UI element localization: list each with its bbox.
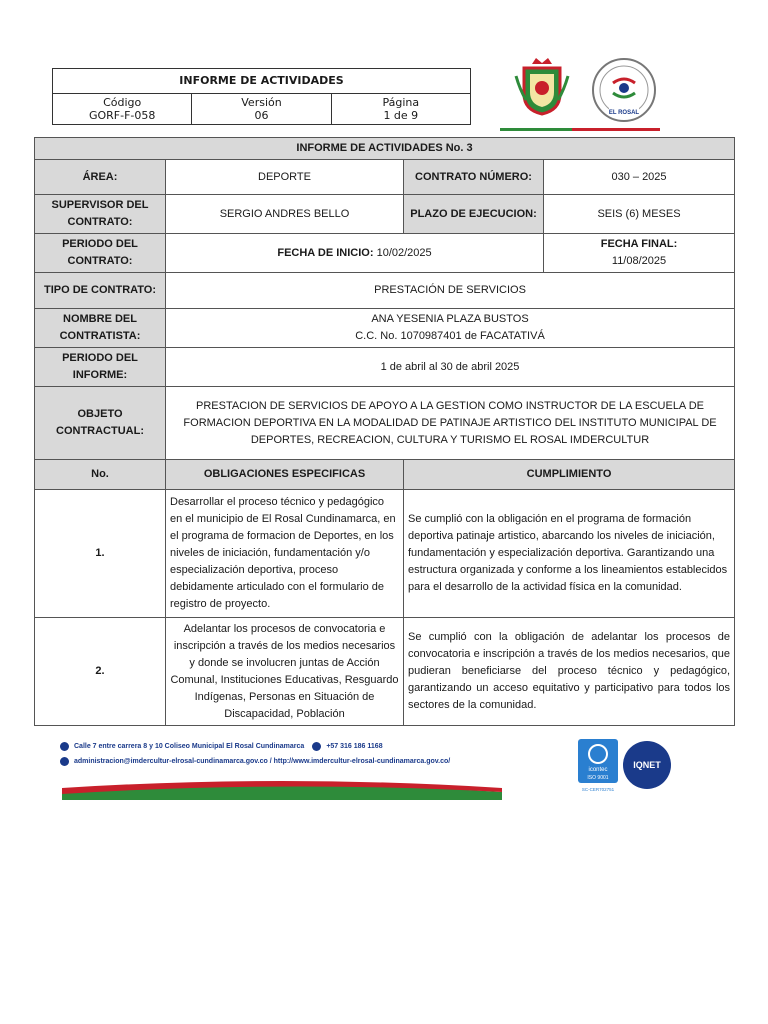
phone-icon: [312, 742, 321, 751]
obligacion-text: Adelantar los procesos de convocatoria e inscripción a través de los medios necesarios y donde se involucren juntas de Acción Comunal, Instituciones Educativas, Resguardo Indígenas, Personas en Situación de Discapacidad, Población: [166, 618, 404, 726]
area-value: DEPORTE: [166, 160, 404, 195]
report-title: INFORME DE ACTIVIDADES No. 3: [35, 138, 735, 160]
seal-text: EL ROSAL: [608, 110, 640, 116]
row-number: 2.: [35, 618, 166, 726]
nombre-contratista-label: NOMBRE DEL CONTRATISTA:: [35, 309, 166, 348]
cert1-name: icontec: [588, 767, 608, 773]
plazo-value: SEIS (6) MESES: [544, 195, 735, 234]
codigo-label: Código: [103, 96, 142, 109]
version-value: 06: [254, 109, 269, 122]
codigo-cell: [53, 94, 192, 125]
footer-address: Calle 7 entre carrera 8 y 10 Coliseo Municipal El Rosal Cundinamarca: [74, 743, 305, 750]
form-header-title: INFORME DE ACTIVIDADES: [53, 69, 470, 94]
codigo-value: GORF-F-058: [88, 109, 156, 122]
supervisor-label: SUPERVISOR DEL CONTRATO:: [35, 195, 166, 234]
fecha-final-label: FECHA FINAL:: [600, 238, 678, 250]
cert2-name: IQNET: [633, 760, 661, 770]
fecha-final-cell: [544, 234, 735, 273]
nombre-contratista-value: ANA YESENIA PLAZA BUSTOS: [371, 313, 529, 325]
fecha-inicio-label: FECHA DE INICIO:: [277, 246, 374, 259]
form-header-box: [52, 68, 471, 125]
table-row: [35, 618, 735, 726]
area-label: ÁREA:: [35, 160, 166, 195]
tipo-contrato-value: PRESTACIÓN DE SERVICIOS: [166, 273, 735, 309]
page-footer: [60, 742, 530, 772]
location-icon: [60, 742, 69, 751]
footer-web: administracion@imdercultur-elrosal-cundinamarca.gov.co / http://www.imdercultur-elrosal-cundinamarca.gov.co/: [74, 758, 451, 765]
objeto-contractual-label: OBJETO CONTRACTUAL:: [35, 387, 166, 460]
contrato-numero-label: CONTRATO NÚMERO:: [404, 160, 544, 195]
icontec-cert-badge: [577, 738, 619, 794]
municipal-shield-logo: [510, 54, 574, 118]
col-header-no: No.: [35, 460, 166, 490]
email-icon: [60, 757, 69, 766]
pagina-cell: [332, 94, 470, 125]
cert1-code: SC-CER702751: [581, 787, 615, 792]
pagina-value: 1 de 9: [383, 109, 419, 122]
fecha-inicio-cell: [166, 234, 544, 273]
cert1-iso: ISO 9001: [587, 775, 609, 781]
fecha-final-value: 11/08/2025: [611, 255, 667, 267]
plazo-label: PLAZO DE EJECUCION:: [404, 195, 544, 234]
periodo-contrato-label: PERIODO DEL CONTRATO:: [35, 234, 166, 273]
version-label: Versión: [241, 96, 282, 109]
col-header-cumplimiento: CUMPLIMIENTO: [404, 460, 735, 490]
activity-report-table: [34, 137, 735, 726]
version-cell: [192, 94, 331, 125]
periodo-informe-label: PERIODO DEL INFORME:: [35, 348, 166, 387]
pagina-label: Página: [382, 96, 420, 109]
imdercultur-seal-logo: [591, 57, 657, 123]
row-number: 1.: [35, 490, 166, 618]
fecha-inicio-value: 10/02/2025: [376, 246, 432, 259]
nombre-contratista-cell: [166, 309, 735, 348]
cumplimiento-text: Se cumplió con la obligación en el programa de formación deportiva patinaje artistico, abarcando los niveles de iniciación, fundamentación y especialización deportiva. Garantizando una estructura organizada y conforme a los lineamientos establecidos para el desarrollo de la actividad física en la comunidad.: [404, 490, 735, 618]
cumplimiento-text: Se cumplió con la obligación de adelantar los procesos de convocatoria e inscripción a través de los medios necesarios, que pudieran beneficiarse del proceso técnico y pedagógico, garantizando un acceso equitativo y participativo para todos los sectores de la comunidad.: [404, 618, 735, 726]
obligacion-text: Desarrollar el proceso técnico y pedagógico en el municipio de El Rosal Cundinamarca, en el programa de formacion de Deportes, en los niveles de iniciación, fundamentación y/o especialización deportiva, proceso debidamente articulado con el formulario de registro de proyecto.: [166, 490, 404, 618]
periodo-informe-value: 1 de abril al 30 de abril 2025: [166, 348, 735, 387]
logo-underline: [500, 128, 660, 131]
supervisor-value: SERGIO ANDRES BELLO: [166, 195, 404, 234]
objeto-contractual-value: PRESTACION DE SERVICIOS DE APOYO A LA GESTION COMO INSTRUCTOR DE LA ESCUELA DE FORMACION DEPORTIVA EN LA MODALIDAD DE PATINAJE ARTISTICO DEL INSTITUTO MUNICIPAL DE DEPORTES, RECREACION, CULTURA Y TURISMO EL ROSAL IMDERCULTUR: [166, 387, 735, 460]
col-header-obligaciones: OBLIGACIONES ESPECIFICAS: [166, 460, 404, 490]
cedula-value: C.C. No. 1070987401 de FACATATIVÁ: [355, 330, 545, 342]
iqnet-cert-badge: [622, 740, 672, 790]
footer-phone: +57 316 186 1168: [326, 743, 383, 750]
footer-color-stripe: [62, 780, 502, 800]
contrato-numero-value: 030 – 2025: [544, 160, 735, 195]
tipo-contrato-label: TIPO DE CONTRATO:: [35, 273, 166, 309]
table-row: [35, 490, 735, 618]
